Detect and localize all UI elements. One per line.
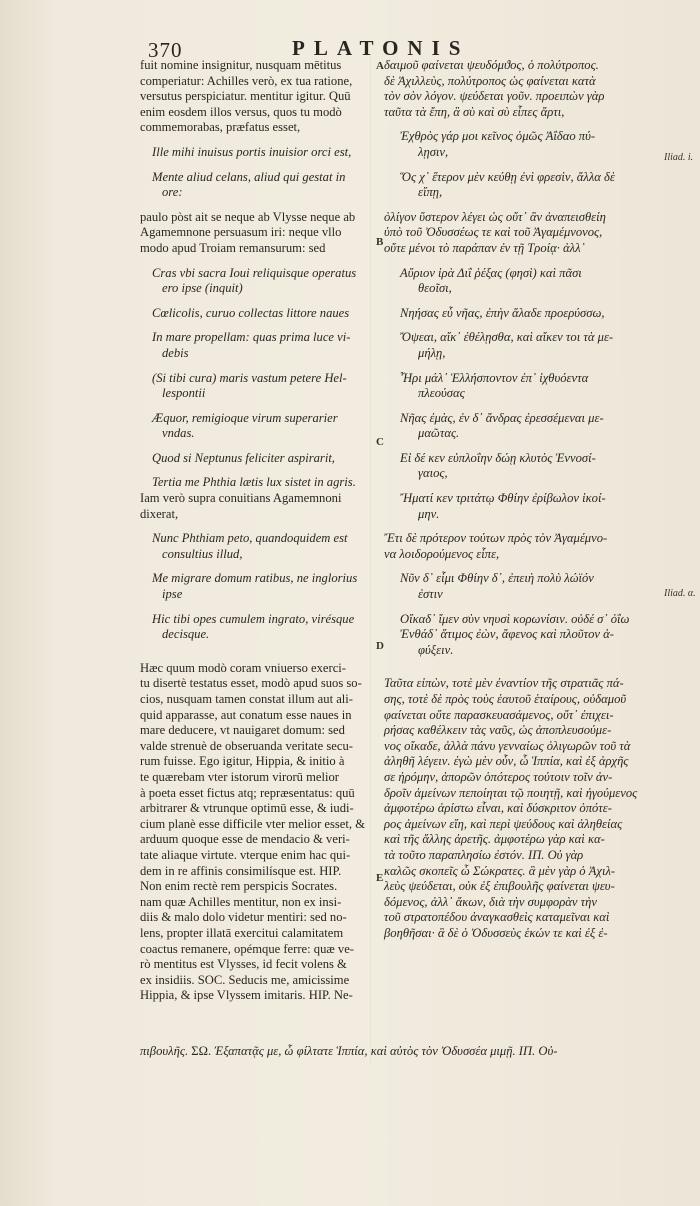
latin-verse-line: Mente aliud celans, aliud qui gestat in <box>152 169 346 184</box>
greek-verse-line: μήλῃ, <box>418 345 446 360</box>
latin-line: cium planè esse difficile vter melior esset, & <box>140 816 365 831</box>
latin-line: nam quæ Achilles mentitur, non ex insi- <box>140 894 342 909</box>
greek-line: να λοιδορούμενος εἶπε, <box>384 546 500 561</box>
latin-column <box>140 58 368 1004</box>
latin-verse-line: decisque. <box>162 627 210 642</box>
greek-verse-line: Ἦρι μάλ᾽ Ἑλλήσποντον ἐπ᾽ ἰχθυόεντα <box>400 370 589 385</box>
latin-line: enim eosdem illos versus, quos tu modò <box>140 104 342 119</box>
greek-line: σε ἠρόμην, ἀπορῶν ὁπότερος τούτοιν τοῖν ἀν- <box>384 769 613 784</box>
greek-line: Ταῦτα εἰπὼν, τοτὲ μὲν ἐναντίον τῆς στρατιᾶς πά- <box>384 676 624 691</box>
latin-line: diis & malo dolo videtur mentiri: sed no- <box>140 910 347 925</box>
latin-line: modo apud Troiam remansurum: sed <box>140 240 326 255</box>
latin-line: tu disertè testatus esset, modò apud suos so- <box>140 676 362 691</box>
latin-line: rò mentitus est Vlysses, id fecit volens & <box>140 957 347 972</box>
section-letter-b: B <box>376 236 384 248</box>
latin-line: Hæc quum modò coram vniuerso exerci- <box>140 660 346 675</box>
greek-line: βοηθῆσαι· ἃ δὲ ὁ Ὀδυσσεὺς ἑκών τε καὶ ἐξ ἐ- <box>384 925 608 940</box>
greek-line: ἀμφοτέρω ἀρίστω εἶναι, καὶ δύσκριτον ὁπότε- <box>384 801 612 816</box>
latin-line: dixerat, <box>140 506 179 521</box>
margin-note-iliad: Iliad. α. <box>664 588 696 599</box>
latin-verse-line: ore: <box>162 185 183 200</box>
greek-line: λεὺς ψεύδεται, οὐκ ἐξ ἐπιβουλῆς φαίνεται ψευ- <box>384 879 615 894</box>
greek-line: δροῖν ἀμείνων πεποίηται τῷ ποιητῇ, καὶ ἡγούμενος <box>384 785 638 800</box>
greek-line: δὲ Ἀχιλλεὺς, πολύτροπος ὡς φαίνεται κατὰ <box>384 73 596 88</box>
greek-line: νος οἴκαδε, ἀλλὰ πάνυ γενναίως ὀλιγωρῶν τοῦ τὰ <box>384 738 631 753</box>
latin-line: lens, propter illatā exercitui calamitatem <box>140 925 344 940</box>
greek-verse-line: Αὔριον ἱρὰ Διΐ ῥέξας (φησὶ) καὶ πᾶσι <box>400 265 582 280</box>
greek-verse-line: γαιος, <box>418 466 448 481</box>
latin-line: arduum quoque esse de mendacio & veri- <box>140 832 350 847</box>
latin-line: paulo pòst ait se neque ab Vlysse neque ab <box>140 209 356 224</box>
greek-line: ὀλίγον ὕστερον λέγει ὡς οὔτ᾽ ἂν ἀναπεισθείη <box>384 209 606 224</box>
latin-verse-line: Cœlicolis, curuo collectas littore naues <box>152 305 350 320</box>
latin-verse-line: In mare propellam: quas prima luce vi- <box>152 330 351 345</box>
greek-line: δαιμοῦ φαίνεται ψευδόμϑος, ὁ πολύτροπος. <box>384 58 599 72</box>
latin-line: commemorabas, præfatus esset, <box>140 120 301 135</box>
section-letter-d: D <box>376 640 384 652</box>
greek-verse-line: φύξειν. <box>418 642 454 657</box>
section-letter-a: A <box>376 60 384 72</box>
greek-verse-line: εἴπῃ, <box>418 185 443 200</box>
greek-line: καὶ τῆς ἄλλης ἀρετῆς. ἀμφοτέρω γὰρ καὶ κα- <box>384 832 605 847</box>
greek-line: σης, τοτὲ δὲ πρὸς τοὺς ἑαυτοῦ ἑταίρους, οὐδαμοῦ <box>384 692 627 706</box>
latin-line: Non enim rectè rem perspicis Socrates. <box>140 879 338 894</box>
greek-verse-line: Νηήσας εὖ νῆας, ἐπὴν ἅλαδε προερύσσω, <box>400 305 605 320</box>
greek-line: φαίνεται οὔτε παρασκευασάμενος, οὔτ᾽ ἐπιχει- <box>384 707 614 722</box>
greek-fragment: Ἐξαπατᾷς με, ὦ φίλτατε Ἱππία, καὶ αὐτὸς τὸν Ὀδυσσέα μιμῇ. ΙΠ. Οὐ- <box>214 1044 558 1058</box>
greek-verse-line: Ἐνθάδ᾽ ἄτιμος ἐὼν, ἄφενος καὶ πλοῦτον ἀ- <box>400 627 614 642</box>
latin-verse-line: ipse <box>162 587 183 602</box>
greek-verse-line: Ἐχθρὸς γάρ μοι κεῖνος ὁμῶς Ἀΐδαο πύ- <box>400 129 596 144</box>
greek-verse-line: μην. <box>418 506 440 521</box>
section-letter-c: C <box>376 436 384 448</box>
latin-verse-line: Cras vbi sacra Ioui reliquisque operatus <box>152 265 357 280</box>
greek-line: ρήσας καθέλκειν τὰς ναῦς, ὡς ἀποπλευσούμε- <box>384 723 612 738</box>
bottom-spanning-line <box>140 1044 660 1060</box>
greek-verse-line: Ἤματί κεν τριτάτῳ Φθίην ἐρίβωλον ἱκοί- <box>400 491 606 506</box>
greek-line: ταῦτα τὰ ἔπη, ἃ σὺ καὶ σὺ εἶπες ἄρτι, <box>384 104 565 119</box>
latin-verse-line: Ille mihi inuisus portis inuisior orci est, <box>152 144 352 159</box>
latin-verse-line: vndas. <box>162 426 195 441</box>
latin-verse-line: ero ipse (inquit) <box>162 281 243 296</box>
greek-line: Ἔτι δὲ πρότερον τούτων πρὸς τὸν Ἀγαμέμνο- <box>384 531 608 546</box>
page-number: 370 <box>148 38 183 62</box>
latin-line: cios, nusquam tamen constat illum aut ali- <box>140 692 353 706</box>
greek-verse-line: Εἰ δέ κεν εὐπλοΐην δώῃ κλυτὸς Ἐννοσί- <box>400 450 596 465</box>
latin-verse-line: consultius illud, <box>162 546 243 561</box>
greek-verse-line: Ὅς χ᾽ ἕτερον μὲν κεύθῃ ἐνὶ φρεσὶν, ἄλλα δὲ <box>400 169 615 184</box>
greek-verse-line: Νῦν δ᾽ εἶμι Φθίην δ᾽, ἐπειὴ πολὺ λώϊόν <box>400 571 594 586</box>
latin-verse-line: Me migrare domum ratibus, ne inglorius <box>152 571 358 586</box>
greek-line: δόμενος, ἀλλ᾽ ἄκων, διὰ τὴν συμφορὰν τὴν <box>384 894 597 909</box>
latin-line: tate aliaque virtute. vterque enim hac qui- <box>140 847 351 862</box>
greek-line: καλῶς σκοπεῖς ὦ Σώκρατες. ἃ μὲν γὰρ ὁ Ἀχιλ- <box>384 863 616 878</box>
latin-verse-line: Tertia me Phthia lætis lux sistet in agris. <box>152 475 356 490</box>
latin-line: coactus remanere, opémque ferre: quæ ve- <box>140 941 354 956</box>
greek-column <box>384 58 664 942</box>
greek-line: ρος ἀμείνων εἴη, καὶ περὶ ψεύδους καὶ ἀληθείας <box>384 816 623 831</box>
latin-line: valde strenuè de obseruanda veritate secu- <box>140 738 353 753</box>
column-gutter <box>370 54 371 1064</box>
greek-line: ἀληθῆ λέγειν. ἐγὼ μὲν οὖν, ὦ Ἱππία, καὶ ἐξ ἀρχῆς <box>384 754 629 769</box>
latin-line: arbitrarer & vtrunque optimū esse, & iudi- <box>140 801 354 816</box>
latin-verse-line: lespontii <box>162 386 206 401</box>
greek-verse-line: Νῆας ἐμὰς, ἐν δ᾽ ἄνδρας ἐρεσσέμεναι με- <box>400 410 604 425</box>
latin-line: ex insidiis. SOC. Seducis me, amicissime <box>140 972 350 987</box>
latin-verse-line: Nunc Phthiam peto, quandoquidem est <box>152 531 348 546</box>
latin-verse-line: Quod si Neptunus feliciter aspirarit, <box>152 450 335 465</box>
greek-verse-line: λῃσιν, <box>418 144 449 159</box>
greek-line: τὰ τοῦτο παραπλησίω ἐστόν. ΙΠ. Οὐ γὰρ <box>384 847 584 862</box>
margin-note-iliad: Iliad. i. <box>664 152 694 163</box>
greek-line: τὸν σὸν λόγον. ψεύδεται γοῦν. προειπὼν γὰρ <box>384 89 605 104</box>
greek-verse-line: Οἴκαδ᾽ ἴμεν σὺν νηυσὶ κορωνίσιν. οὐδέ σ᾽ ὀΐω <box>400 611 630 626</box>
latin-line: comperiatur: Achilles verò, ex tua ratione, <box>140 73 353 88</box>
greek-verse-line: πλεούσας <box>418 386 465 401</box>
section-letter-e: E <box>376 872 384 884</box>
latin-line: Hippia, & ipse Vlyssem imitaris. HIP. Ne- <box>140 988 353 1003</box>
latin-line: quid apparasse, aut conatum esse naues in <box>140 707 352 722</box>
latin-line: mare deducere, vt nauigaret domum: sed <box>140 723 345 738</box>
latin-verse-line: Æquor, remigioque virum superarier <box>152 410 338 425</box>
latin-line: à poeta esset fictus atq; repræsentatus: quū <box>140 785 355 800</box>
latin-verse-line: debis <box>162 345 189 360</box>
greek-verse-line: Ὄψεαι, αἴκ᾽ ἐθέλῃσθα, καὶ αἴκεν τοι τὰ με- <box>400 330 614 345</box>
latin-line: Agamemnone persuasum iri: neque vllo <box>140 225 342 240</box>
latin-verse-line: (Si tibi cura) maris vastum petere Hel- <box>152 370 347 385</box>
latin-line: rum fuisse. Ego igitur, Hippia, & initio à <box>140 754 345 769</box>
running-head: PLATONIS <box>292 36 470 60</box>
greek-line: οὔτε μένοι τὸ παράπαν ἐν τῇ Τροίᾳ· ἀλλ᾽ <box>384 240 585 255</box>
latin-line: te quærebam vter istorum virorū melior <box>140 769 340 784</box>
greek-line: ὑπὸ τοῦ Ὀδυσσέως τε καὶ τοῦ Ἀγαμέμνονος, <box>384 225 603 240</box>
greek-verse-line: θεοῖσι, <box>418 281 452 296</box>
latin-line: fuit nomine insignitur, nusquam mētitus <box>140 58 342 72</box>
greek-verse-line: ἐστιν <box>418 587 443 602</box>
latin-verse-line: Hic tibi opes cumulem ingrato, virésque <box>152 611 355 626</box>
latin-line: dem in re affinis consimilísque est. HIP. <box>140 863 342 878</box>
latin-line: Iam verò supra conuitians Agamemnoni <box>140 491 342 506</box>
speaker-label: ΣΩ. <box>191 1044 212 1058</box>
greek-fragment: πιβουλῆς. <box>140 1044 189 1058</box>
greek-line: τοῦ στρατοπέδου ἀναγκασθεὶς καταμεῖναι καὶ <box>384 910 610 925</box>
latin-line: versutus perspiciatur. mentitur igitur. Quū <box>140 89 351 104</box>
greek-verse-line: μαῶτας. <box>418 426 460 441</box>
